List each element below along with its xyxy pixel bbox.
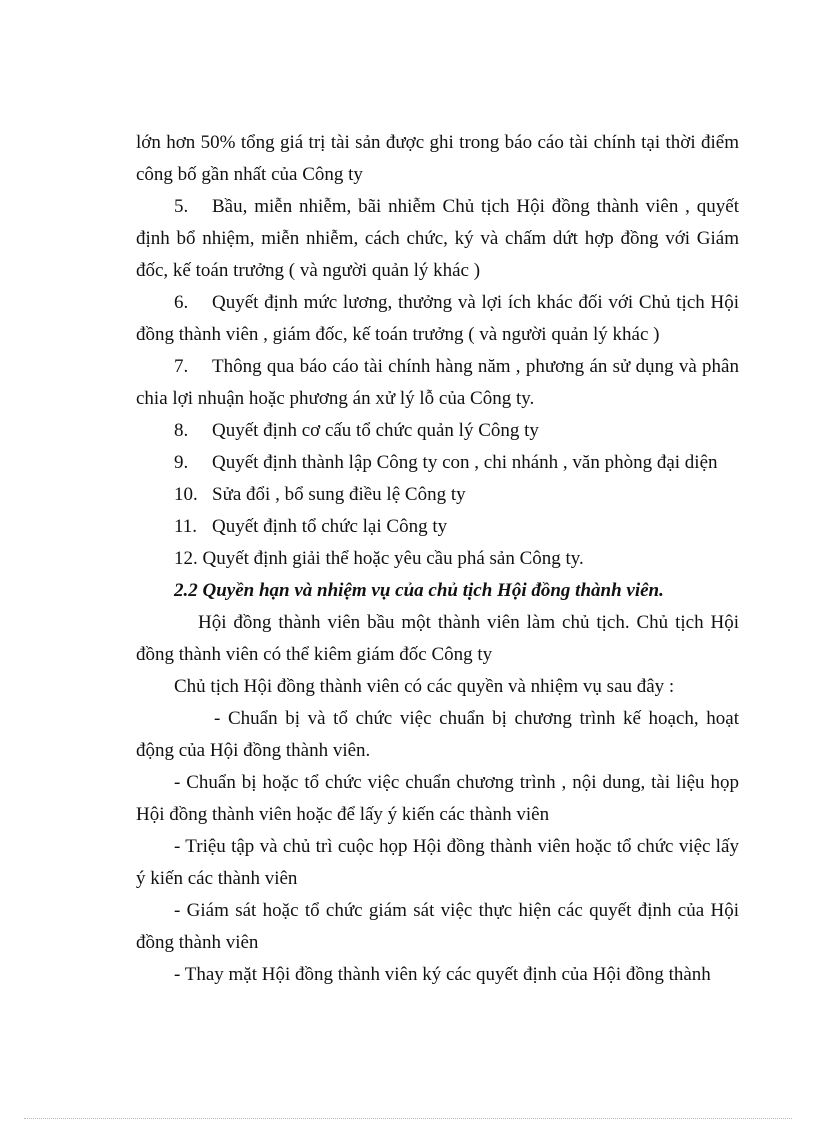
list-item-8 [136,415,739,447]
item-text: Quyết định thành lập Công ty con , chi nhánh , văn phòng đại diện [212,452,718,473]
bullet-item: - Chuẩn bị hoặc tổ chức việc chuẩn chương trình , nội dung, tài liệu họp Hội đồng thành viên hoặc để lấy ý kiến các thành viên [136,772,739,825]
list-item-7 [136,351,739,415]
item-text: Quyết định cơ cấu tổ chức quản lý Công ty [212,420,539,441]
page-footer-divider [24,1118,792,1119]
bullet-item: - Triệu tập và chủ trì cuộc họp Hội đồng thành viên hoặc tổ chức việc lấy ý kiến các thành viên [136,836,739,889]
item-number: 5. [174,196,189,217]
paragraph-rights: Chủ tịch Hội đồng thành viên có các quyền và nhiệm vụ sau đây : [174,676,675,697]
document-page [136,127,739,991]
list-item-11 [136,511,739,543]
paragraph-elect: Hội đồng thành viên bầu một thành viên làm chủ tịch. Chủ tịch Hội đồng thành viên có thể kiêm giám đốc Công ty [136,612,739,665]
list-item-10 [136,479,739,511]
bullet-item: - Giám sát hoặc tổ chức giám sát việc thực hiện các quyết định của Hội đồng thành viên [136,900,739,953]
list-item-9 [136,447,739,479]
paragraph-intro: lớn hơn 50% tổng giá trị tài sản được ghi trong báo cáo tài chính tại thời điểm công bố gần nhất của Công ty [136,132,739,185]
list-item-6 [136,287,739,351]
item-text: Bầu, miễn nhiễm, bãi nhiễm Chủ tịch Hội đồng thành viên , quyết định bổ nhiệm, miễn nhiễm, cách chức, ký và chấm dứt hợp đồng với Giám đốc, kế toán trưởng ( và người quản lý khác ) [136,196,739,281]
bullet-item: - Chuẩn bị và tổ chức việc chuẩn bị chương trình kế hoạch, hoạt động của Hội đồng thành viên. [136,708,739,761]
item-text: Sửa đổi , bổ sung điều lệ Công ty [212,484,466,505]
list-item-12: 12. Quyết định giải thể hoặc yêu cầu phá sản Công ty. [174,548,584,569]
item-number: 10. [174,484,198,505]
section-heading: 2.2 Quyền hạn và nhiệm vụ của chủ tịch Hội đồng thành viên. [174,580,664,601]
item-number: 8. [174,420,189,441]
item-number: 11. [174,516,198,537]
item-number: 6. [174,292,189,313]
item-number: 7. [174,356,189,377]
item-text: Thông qua báo cáo tài chính hàng năm , phương án sử dụng và phân chia lợi nhuận hoặc phương án xử lý lỗ của Công ty. [136,356,739,409]
item-number: 9. [174,452,189,473]
item-text: Quyết định mức lương, thưởng và lợi ích khác đối với Chủ tịch Hội đồng thành viên , giám đốc, kế toán trưởng ( và người quản lý khác ) [136,292,739,345]
list-item-5 [136,191,739,287]
bullet-item: - Thay mặt Hội đồng thành viên ký các quyết định của Hội đồng thành [174,964,711,985]
item-text: Quyết định tổ chức lại Công ty [212,516,448,537]
